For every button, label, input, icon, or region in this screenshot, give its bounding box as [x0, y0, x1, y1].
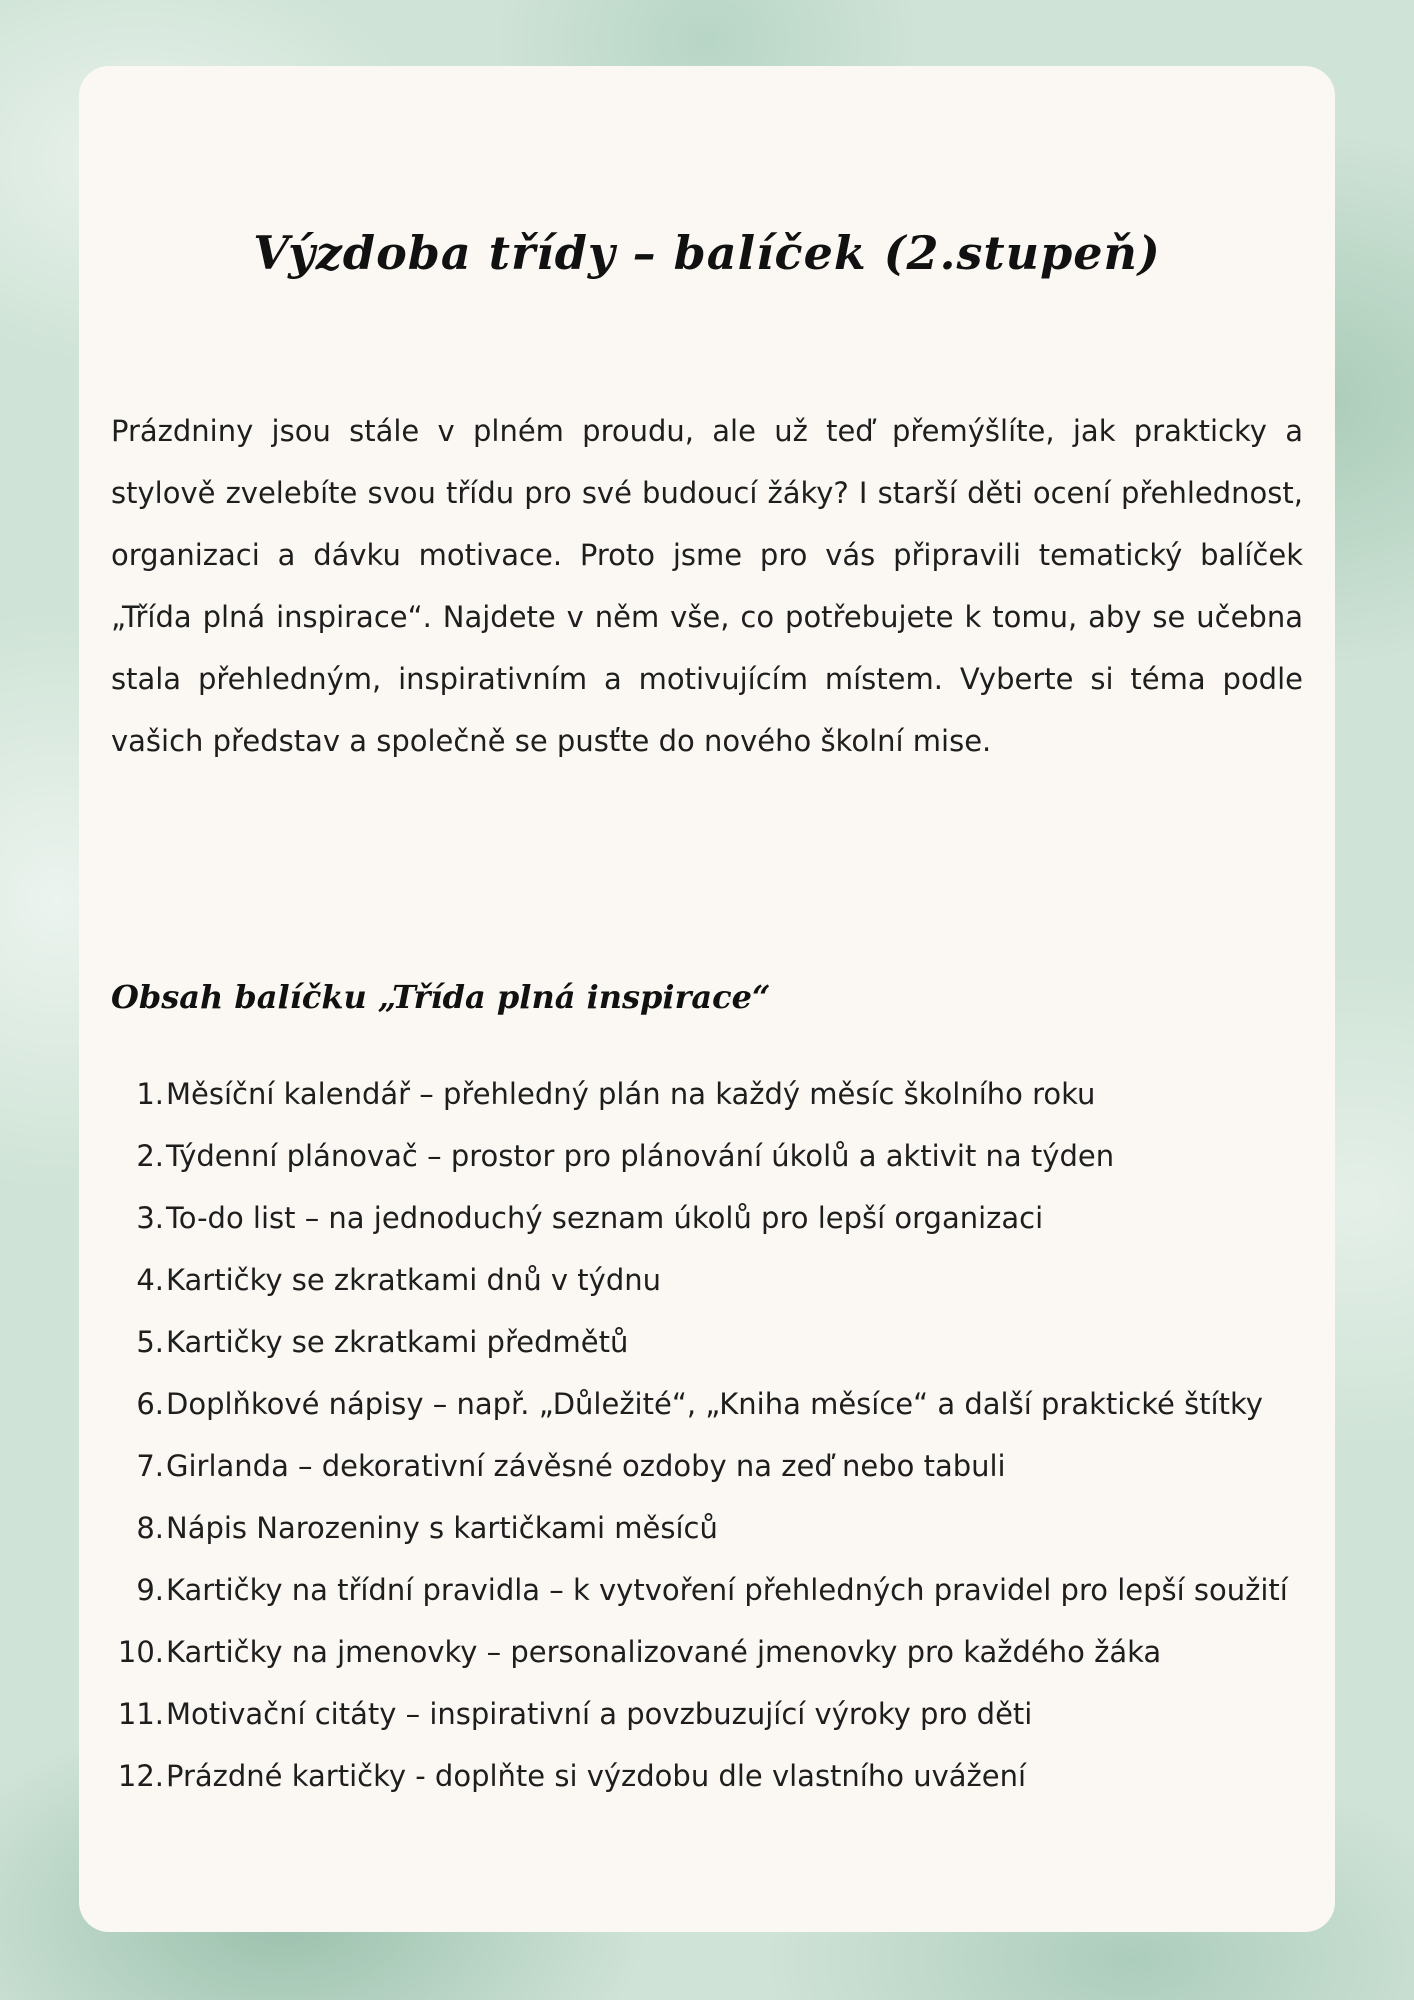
list-item-number: 8.	[136, 1511, 164, 1545]
list-item	[111, 1373, 1303, 1435]
list-item-text: Girlanda – dekorativní závěsné ozdoby na zeď nebo tabuli	[166, 1449, 1006, 1483]
list-item	[111, 1559, 1303, 1621]
list-item-text: Kartičky na jmenovky – personalizované jmenovky pro každého žáka	[166, 1635, 1162, 1669]
list-item-number: 7.	[136, 1449, 164, 1483]
list-item-number: 1.	[136, 1077, 164, 1111]
list-item	[111, 1497, 1303, 1559]
list-item	[111, 1745, 1303, 1807]
list-item-text: To-do list – na jednoduchý seznam úkolů pro lepší organizaci	[166, 1201, 1044, 1235]
list-item-text: Nápis Narozeniny s kartičkami měsíců	[166, 1511, 718, 1545]
list-item-number: 12.	[117, 1759, 164, 1793]
section-heading: Obsah balíčku „Třída plná inspirace“	[111, 978, 771, 1016]
list-item-text: Kartičky se zkratkami předmětů	[166, 1325, 629, 1359]
page-title: Výzdoba třídy – balíček (2.stupeň)	[253, 226, 1161, 280]
list-item-text: Týdenní plánovač – prostor pro plánování úkolů a aktivit na týden	[166, 1139, 1115, 1173]
intro-paragraph: Prázdniny jsou stále v plném proudu, ale už teď přemýšlíte, jak prakticky a stylově zvelebíte svou třídu pro své budoucí žáky? I starší děti ocení přehlednost, organizaci a dávku motivace. Proto jsme pro vás připravili tematický balíček „Třída plná inspirace“. Najdete v něm vše, co potřebujete k tomu, aby se učebna stala přehledným, inspirativním a motivujícím místem. Vyberte si téma podle vašich představ a společně se pusťte do nového školní mise.	[111, 414, 1303, 758]
list-item-text: Měsíční kalendář – přehledný plán na každý měsíc školního roku	[166, 1077, 1096, 1111]
list-item-number: 9.	[136, 1573, 164, 1607]
list-item	[111, 1683, 1303, 1745]
list-item-text: Prázdné kartičky - doplňte si výzdobu dle vlastního uvážení	[166, 1759, 1027, 1793]
list-item-number: 5.	[136, 1325, 164, 1359]
list-item	[111, 1621, 1303, 1683]
contents-list	[111, 1063, 1303, 1807]
list-item-text: Motivační citáty – inspirativní a povzbuzující výroky pro děti	[166, 1697, 1033, 1731]
list-item	[111, 1435, 1303, 1497]
list-item-number: 10.	[117, 1635, 164, 1669]
list-item	[111, 1125, 1303, 1187]
list-item-text: Kartičky se zkratkami dnů v týdnu	[166, 1263, 662, 1297]
list-item-number: 4.	[136, 1263, 164, 1297]
list-item	[111, 1063, 1303, 1125]
list-item-text: Doplňkové nápisy – např. „Důležité“, „Kniha měsíce“ a další praktické štítky	[166, 1387, 1263, 1421]
list-item-number: 11.	[117, 1697, 164, 1731]
document-card	[79, 66, 1335, 1932]
list-item	[111, 1311, 1303, 1373]
list-item-number: 6.	[136, 1387, 164, 1421]
list-item	[111, 1187, 1303, 1249]
list-item-number: 2.	[136, 1139, 164, 1173]
list-item-text: Kartičky na třídní pravidla – k vytvoření přehledných pravidel pro lepší soužití	[166, 1573, 1288, 1607]
list-item	[111, 1249, 1303, 1311]
list-item-number: 3.	[136, 1201, 164, 1235]
